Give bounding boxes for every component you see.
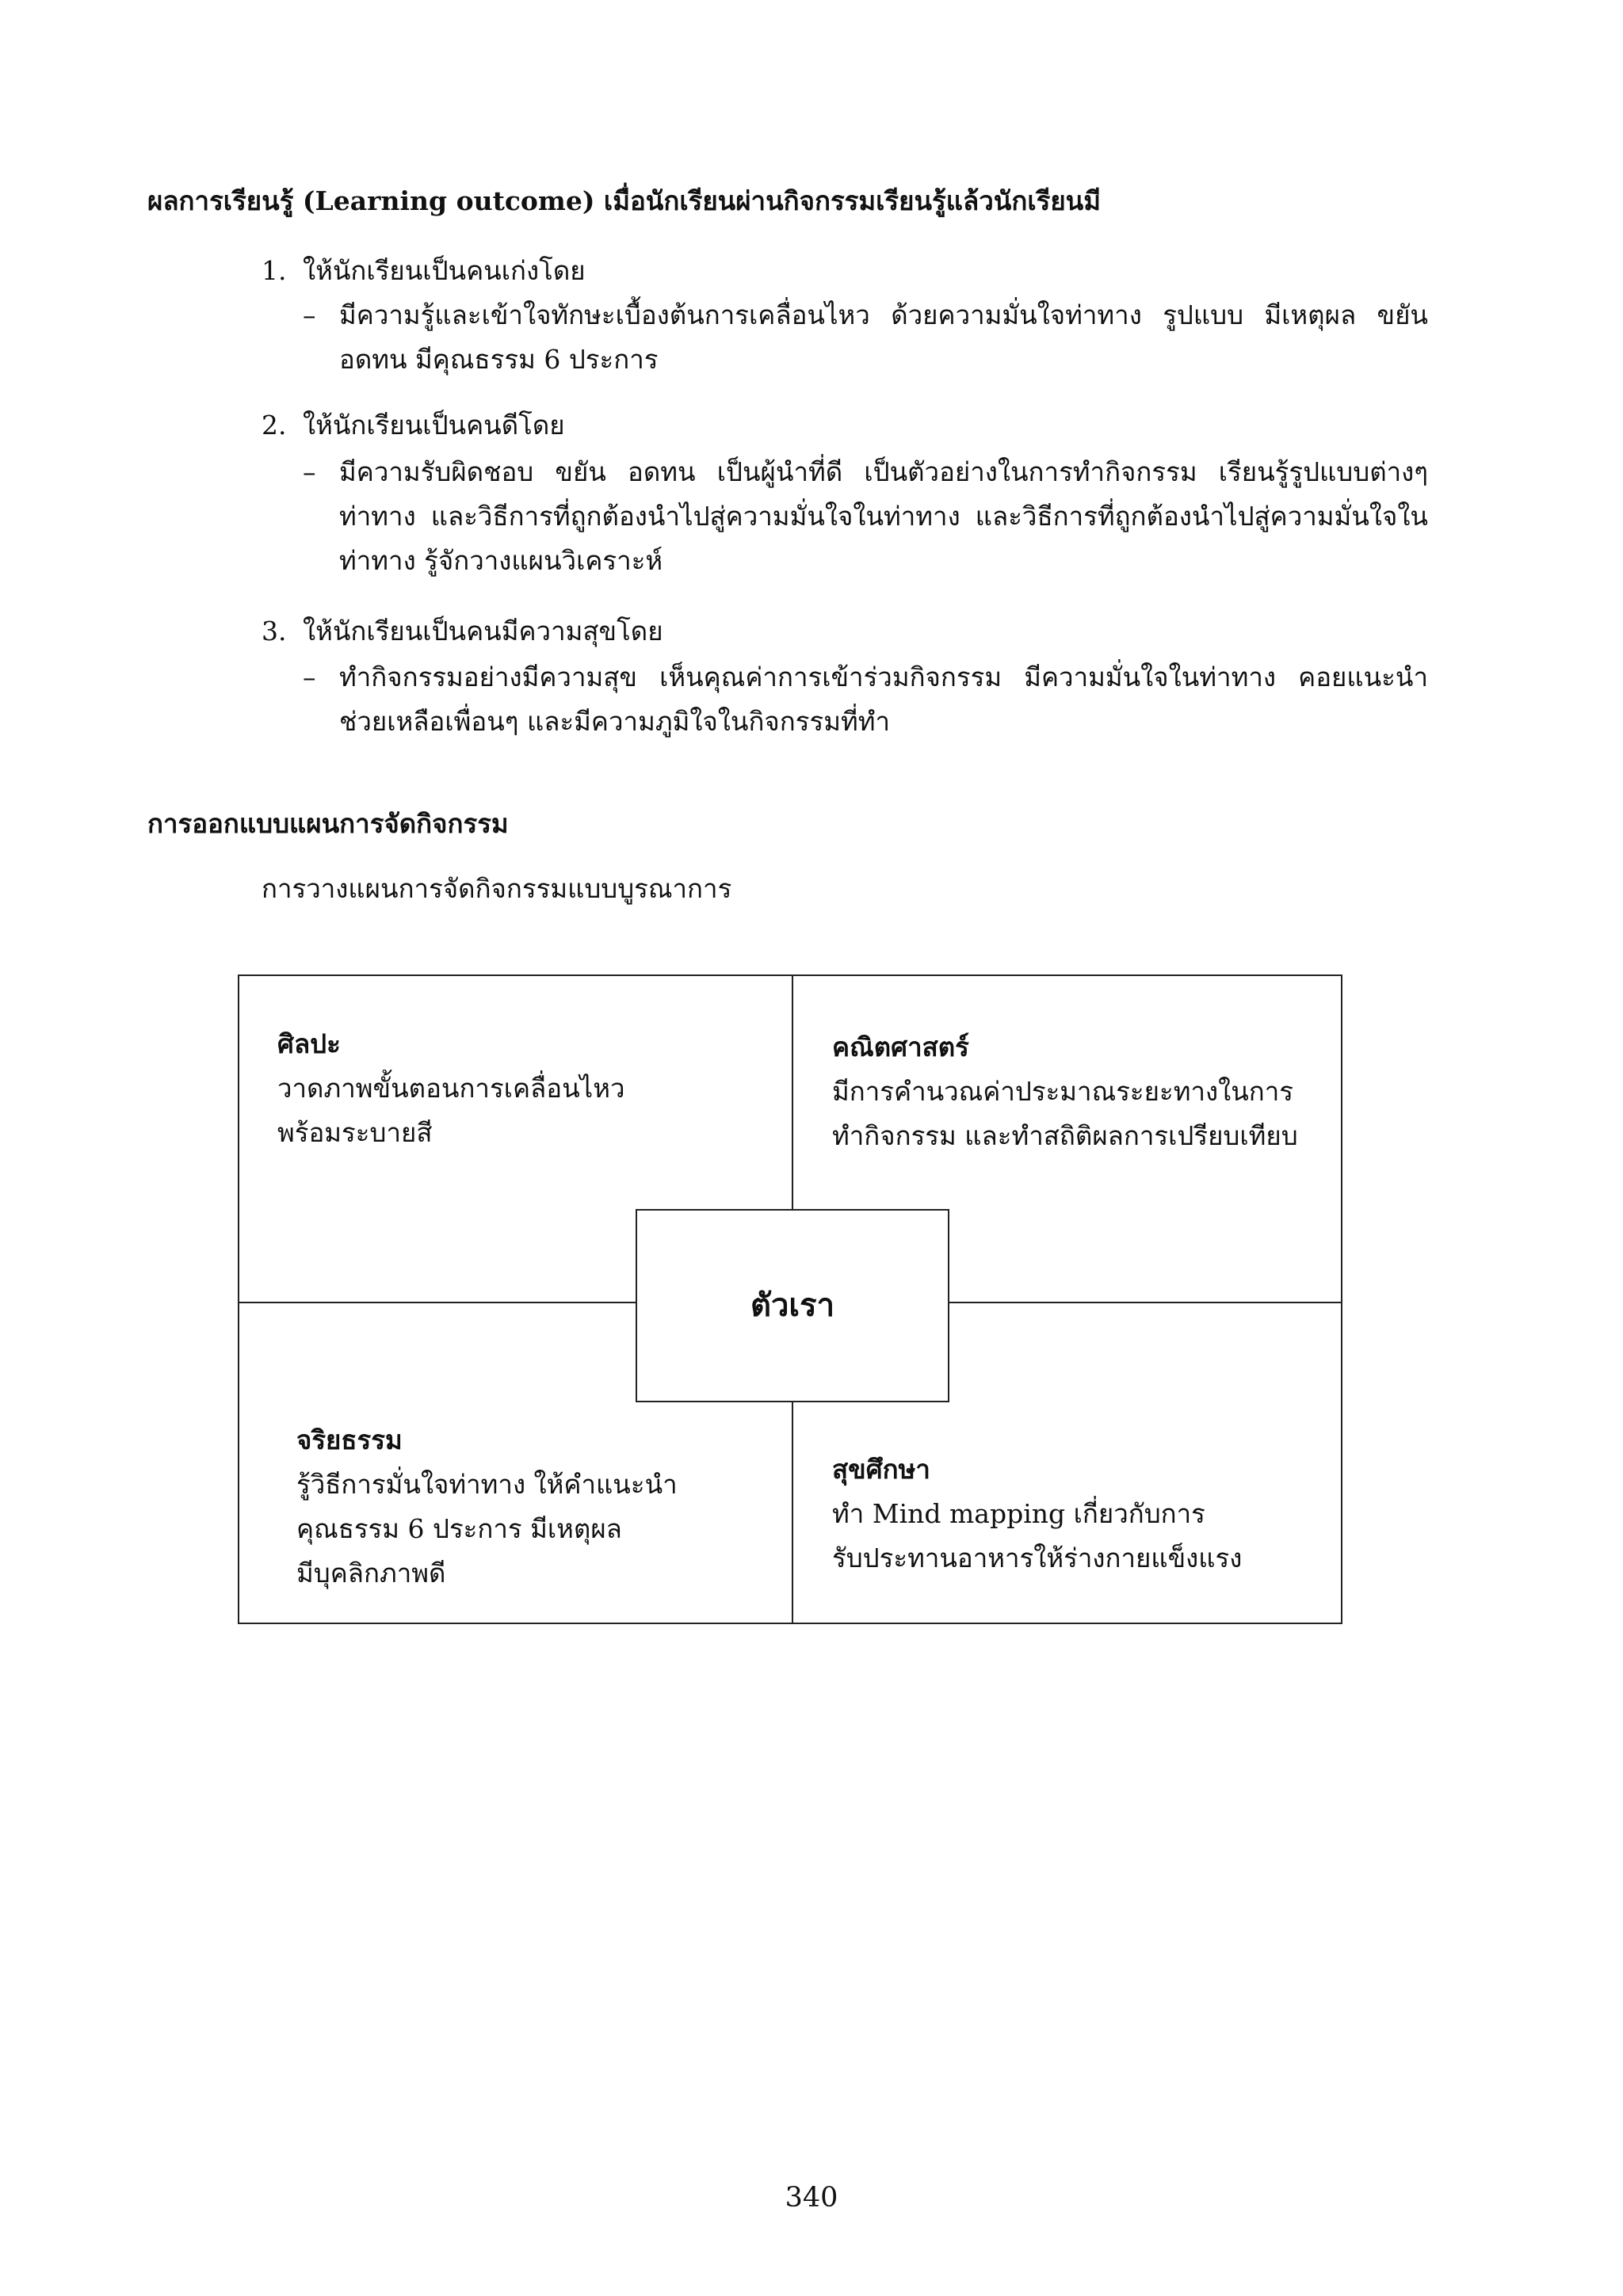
quadrant-math bbox=[832, 1025, 1298, 1158]
quadrant-line: คุณธรรม 6 ประการ มีเหตุผล bbox=[296, 1513, 622, 1544]
divider-line bbox=[792, 976, 793, 1209]
outcome-detail-text: ทำกิจกรรมอย่างมีความสุข เห็นคุณค่าการเข้าร่วมกิจกรรม มีความมั่นใจในท่าทาง คอยแนะนำช่วยเหลือเพื่อนๆ และมีความภูมิใจในกิจกรรมที่ทำ bbox=[339, 662, 1428, 737]
outcome-detail-text: มีความรับผิดชอบ ขยัน อดทน เป็นผู้นำที่ดี เป็นตัวอย่างในการทำกิจกรรม เรียนรู้รูปแบบต่างๆ ท่าทาง และวิธีการที่ถูกต้องนำไปสู่ความมั่นใจในท่าทาง และวิธีการที่ถูกต้องนำไปสู่ความมั่นใจในท่าทาง รู้จักวางแผนวิเคราะห์ bbox=[339, 456, 1428, 576]
integration-diagram bbox=[238, 974, 1342, 1624]
outcome-item-1 bbox=[262, 254, 586, 288]
outcome-item-number: 1. bbox=[262, 255, 287, 286]
outcome-detail-text: มีความรู้และเข้าใจทักษะเบื้องต้นการเคลื่อนไหว ด้วยความมั่นใจท่าทาง รูปแบบ มีเหตุผล ขยัน อดทน มีคุณธรรม 6 ประการ bbox=[339, 299, 1428, 375]
outcome-item-number: 2. bbox=[262, 410, 287, 441]
outcome-item-3 bbox=[262, 614, 663, 649]
outcome-item-label: ให้นักเรียนเป็นคนเก่งโดย bbox=[303, 255, 586, 286]
quadrant-health bbox=[832, 1447, 1242, 1581]
quadrant-line: วาดภาพขั้นตอนการเคลื่อนไหว bbox=[277, 1073, 625, 1104]
outcome-detail-2 bbox=[303, 450, 1428, 583]
divider-line bbox=[239, 1302, 636, 1303]
quadrant-line: ทำ Mind mapping เกี่ยวกับการ bbox=[832, 1498, 1205, 1529]
quadrant-line: รับประทานอาหารให้ร่างกายแข็งแรง bbox=[832, 1543, 1243, 1573]
quadrant-ethics bbox=[296, 1418, 678, 1596]
page-number: 340 bbox=[785, 2182, 838, 2214]
quadrant-art bbox=[277, 1022, 625, 1155]
quadrant-line: พร้อมระบายสี bbox=[277, 1117, 433, 1148]
learning-outcome-heading: ผลการเรียนรู้ (Learning outcome) เมื่อนักเรียนผ่านกิจกรรมเรียนรู้แล้วนักเรียนมี bbox=[147, 185, 1101, 216]
divider-line bbox=[792, 1401, 793, 1624]
dash-bullet: – bbox=[303, 456, 316, 487]
center-box bbox=[636, 1209, 949, 1402]
dash-bullet: – bbox=[303, 299, 316, 330]
quadrant-line: มีการคำนวณค่าประมาณระยะทางในการ bbox=[832, 1076, 1294, 1107]
outcome-detail-1 bbox=[303, 293, 1428, 382]
quadrant-title: ศิลปะ bbox=[277, 1028, 341, 1059]
activity-design-heading: การออกแบบแผนการจัดกิจกรรม bbox=[147, 808, 509, 839]
outcome-item-number: 3. bbox=[262, 616, 287, 646]
quadrant-line: มีบุคลิกภาพดี bbox=[296, 1558, 446, 1589]
quadrant-line: ทำกิจกรรม และทำสถิติผลการเปรียบเทียบ bbox=[832, 1120, 1298, 1151]
quadrant-line: รู้วิธีการมั่นใจท่าทาง ให้คำแนะนำ bbox=[296, 1469, 678, 1500]
center-label: ตัวเรา bbox=[750, 1287, 835, 1324]
outcome-item-label: ให้นักเรียนเป็นคนมีความสุขโดย bbox=[303, 616, 663, 646]
divider-line bbox=[949, 1302, 1342, 1303]
quadrant-title: คณิตศาสตร์ bbox=[832, 1032, 969, 1062]
quadrant-title: สุขศึกษา bbox=[832, 1454, 930, 1485]
outcome-item-label: ให้นักเรียนเป็นคนดีโดย bbox=[303, 410, 565, 441]
dash-bullet: – bbox=[303, 662, 316, 692]
activity-design-subtitle: การวางแผนการจัดกิจกรรมแบบบูรณาการ bbox=[262, 873, 732, 904]
outcome-item-2 bbox=[262, 408, 565, 443]
quadrant-title: จริยธรรม bbox=[296, 1425, 403, 1455]
outcome-detail-3 bbox=[303, 655, 1428, 744]
